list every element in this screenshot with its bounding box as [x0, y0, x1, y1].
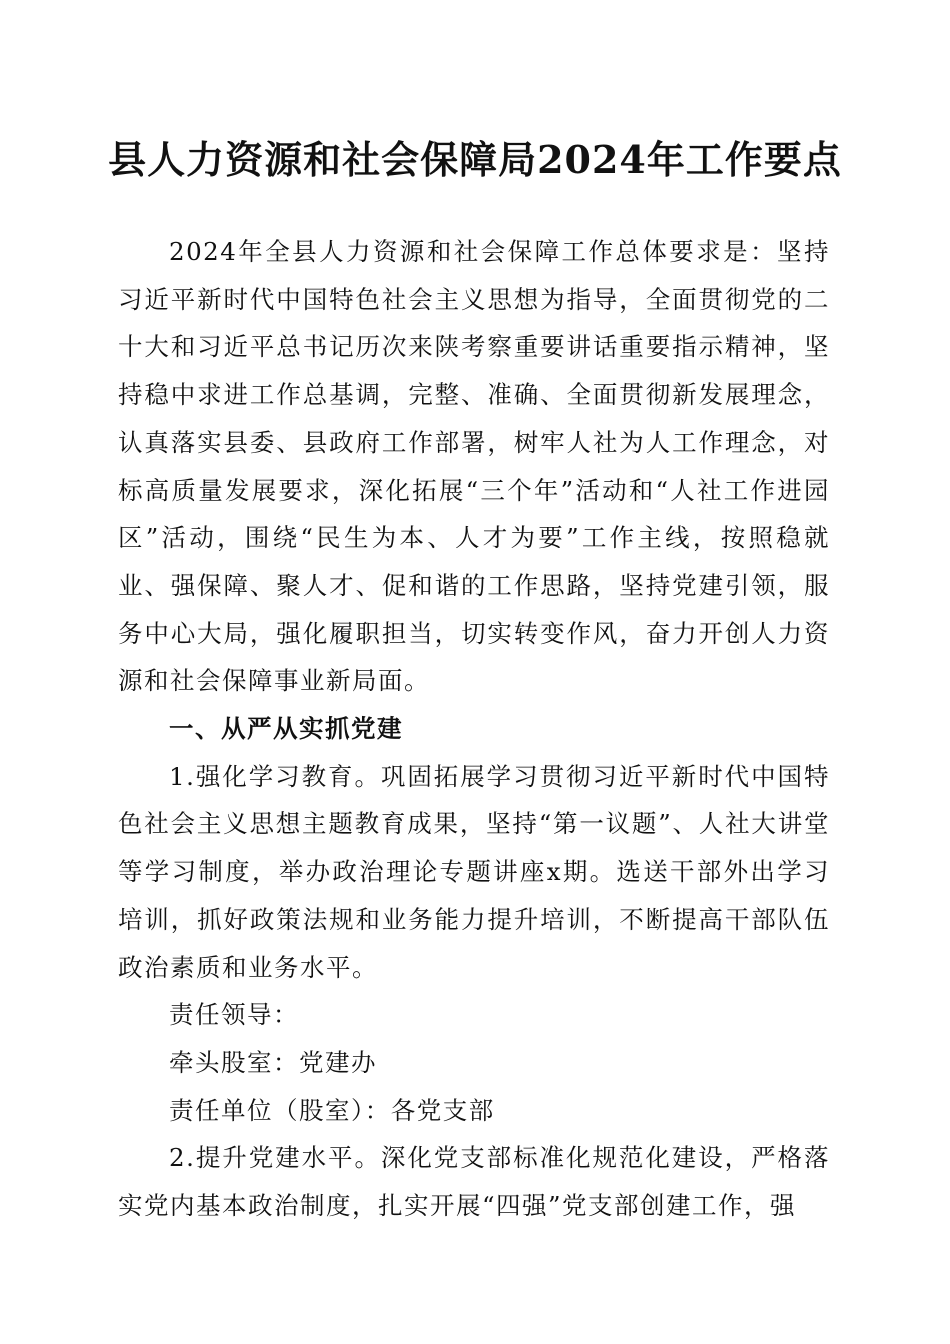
responsible-leader-line: 责任领导：	[169, 1000, 299, 1030]
document-title: 县人力资源和社会保障局2024年工作要点	[108, 137, 842, 182]
item-1-paragraph: 1.强化学习教育。巩固拓展学习贯彻习近平新时代中国特色社会主义思想主题教育成果，坚持“第一议题”、人社大讲堂等学习制度，举办政治理论专题讲座x期。选送干部外出学习培训，抓好政策法规和业务能力提升培训，不断提高干部队伍政治素质和业务水平。	[118, 761, 830, 982]
intro-paragraph: 2024年全县人力资源和社会保障工作总体要求是：坚持习近平新时代中国特色社会主义思想为指导，全面贯彻党的二十大和习近平总书记历次来陕考察重要讲话重要指示精神，坚持稳中求进工作总基调，完整、准确、全面贯彻新发展理念，认真落实县委、县政府工作部署，树牢人社为人工作理念，对标高质量发展要求，深化拓展“三个年”活动和“人社工作进园区”活动，围绕“民生为本、人才为要”工作主线，按照稳就业、强保障、聚人才、促和谐的工作思路，坚持党建引领，服务中心大局，强化履职担当，切实转变作风，奋力开创人力资源和社会保障事业新局面。	[118, 237, 830, 696]
document-body	[118, 228, 830, 1230]
section-heading: 一、从严从实抓党建	[169, 714, 403, 744]
lead-office-line: 牵头股室：党建办	[169, 1047, 377, 1077]
item-2-paragraph: 2.提升党建水平。深化党支部标准化规范化建设，严格落实党内基本政治制度，扎实开展“四强”党支部创建工作，强	[118, 1143, 830, 1221]
responsible-unit-line: 责任单位（股室）：各党支部	[169, 1095, 495, 1125]
